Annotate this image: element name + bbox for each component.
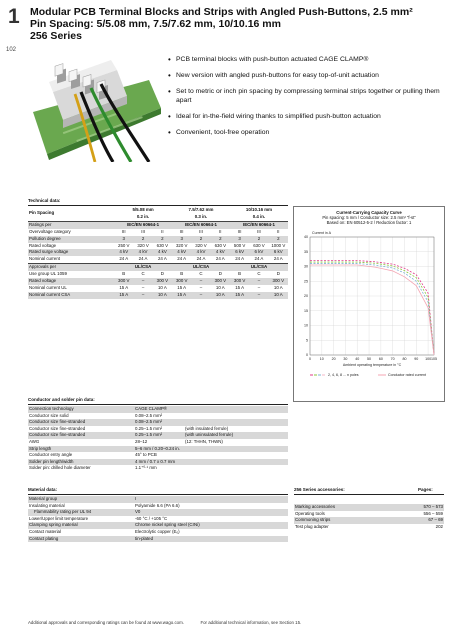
cell-value: 24 A	[196, 256, 206, 262]
table-row	[28, 256, 288, 263]
cell-value: 24 A	[119, 256, 129, 262]
table-row	[28, 503, 288, 510]
row-label: Clamping spring material	[29, 522, 78, 528]
series-line	[310, 261, 434, 355]
cell-value: 1000 V	[271, 242, 286, 248]
y-tick-label: 0	[306, 353, 308, 358]
row-value: 4 mm / 0.7 x 0.7 mm	[135, 458, 176, 464]
row-value: 0.25–1.5 mm²	[135, 432, 163, 438]
cell-value: –	[199, 291, 203, 297]
row-value: 0.08–2.5 mm²	[135, 412, 163, 418]
divider	[28, 205, 288, 206]
cell-value: 630 V	[214, 242, 227, 248]
x-tick-label: 90	[414, 357, 419, 361]
divider	[28, 404, 288, 405]
pages-heading: Pages:	[418, 487, 433, 492]
cell-value: 24 A	[273, 256, 283, 262]
cell-value: –	[141, 278, 145, 284]
table-row	[28, 446, 288, 453]
cell-value: –	[257, 278, 261, 284]
cell-value: 6 kV	[235, 249, 245, 255]
cell-value: 3	[180, 235, 183, 241]
y-tick-label: 10	[304, 323, 308, 328]
cell-value: II	[161, 228, 164, 234]
cell-value: 2	[161, 235, 164, 241]
cell-value: 10 A	[273, 284, 283, 290]
feature-list	[168, 56, 446, 146]
table-row	[28, 426, 288, 433]
row-label: Pollution degree	[29, 235, 61, 241]
row-label: Conductor size fine-stranded	[29, 419, 86, 425]
row-label: Nominal current CSA	[29, 291, 71, 297]
accessory-label: Test plug adapter	[295, 523, 329, 529]
cell-value: D	[218, 271, 222, 277]
bullet-icon: •	[168, 128, 171, 138]
current-capacity-chart	[293, 206, 445, 402]
accessory-label: Commoning strips	[295, 517, 331, 522]
x-tick-label: 40	[355, 357, 360, 361]
row-note	[184, 419, 288, 426]
accessory-pages: 556 – 559	[423, 510, 443, 516]
cell-value: III	[237, 228, 242, 234]
cell-value: 300 V	[175, 278, 188, 284]
row-note: (with insulated ferrule)	[185, 425, 229, 431]
cell-value: B	[180, 271, 184, 277]
row-value: 5–6 mm / 0.20–0.24 in.	[135, 445, 180, 451]
product-photo	[31, 52, 161, 162]
cell-value: 24 A	[254, 256, 264, 262]
y-tick-label: 15	[304, 308, 308, 313]
table-row	[28, 292, 288, 299]
row-value: CAGE CLAMP®	[135, 406, 168, 411]
pin-spacing-inch: 0.3 in.	[194, 213, 208, 219]
cell-value: 24 A	[138, 256, 148, 262]
table-row	[28, 406, 288, 413]
y-tick-label: 20	[304, 294, 308, 299]
row-label: Approvals per	[29, 264, 57, 270]
table-row	[28, 496, 288, 503]
row-label: Conductor size fine-stranded	[29, 425, 86, 431]
table-row	[28, 432, 288, 439]
cell-value: 2	[141, 235, 145, 241]
feature-item: • Set to metric or inch pin spacing by compressing terminal strips together or pulling them apart	[168, 87, 440, 104]
cell-value: 15 A	[177, 291, 187, 297]
table-row	[28, 413, 288, 420]
table-row	[28, 439, 288, 446]
row-label: Connection technology	[29, 406, 74, 411]
x-tick-label: 10	[319, 357, 324, 361]
material-data-table	[28, 496, 288, 542]
cell-value: 500 V	[233, 242, 246, 248]
table-row	[28, 207, 288, 214]
cell-value: UL/CSA	[192, 264, 210, 270]
table-row	[28, 465, 288, 472]
table-row	[28, 509, 288, 516]
row-label: Rated voltage	[29, 242, 57, 248]
accessory-label: Operating tools	[295, 510, 325, 516]
x-tick-label: 100	[425, 357, 432, 361]
cell-value: III	[179, 228, 184, 234]
y-tick-label: 40	[304, 235, 308, 240]
table-row	[28, 285, 288, 292]
row-value: Polyamide 6.6 (PA 6.6)	[135, 502, 180, 508]
cell-value: 24 A	[177, 256, 187, 262]
y-tick-label: 35	[304, 249, 308, 254]
cell-value: III	[199, 228, 203, 234]
cell-value: D	[276, 271, 280, 277]
table-row	[28, 459, 288, 466]
row-value: 28–12	[135, 438, 148, 444]
cell-value: 2	[199, 235, 203, 241]
cell-value: 2	[219, 235, 222, 241]
bullet-icon: •	[168, 87, 171, 97]
cell-value: 15 A	[119, 284, 129, 290]
page-number: 102	[6, 47, 17, 53]
row-label: Flammability rating per UL 94	[34, 509, 92, 515]
cell-value: 24 A	[235, 256, 245, 262]
row-note	[184, 413, 288, 420]
row-label: Contact material	[29, 528, 61, 534]
table-row	[294, 524, 444, 531]
feature-item: • PCB terminal blocks with push-button actuated CAGE CLAMP®	[168, 55, 369, 64]
accessory-pages: 570 – 573	[423, 504, 443, 509]
cell-value: 4 kV	[157, 249, 167, 255]
cell-value: 320 V	[195, 242, 207, 248]
row-label: Nominal current UL	[29, 284, 67, 290]
chart-subtitle: Pin spacing: 5 mm / Conductor size: 2.5 mm² “f-st”	[322, 215, 416, 221]
row-value: 0.08–2.5 mm²	[135, 419, 163, 425]
technical-data-heading: Technical data:	[28, 198, 61, 203]
cell-value: IEC/EN 60664-1	[242, 221, 275, 227]
cell-value: 320 V	[137, 242, 149, 248]
cell-value: 10 A	[215, 291, 225, 297]
cell-value: C	[257, 271, 261, 277]
cell-value: UL/CSA	[250, 264, 268, 270]
material-data-heading: Material data:	[28, 487, 58, 492]
cell-value: IEC/EN 60664-1	[185, 221, 217, 227]
table-row	[28, 229, 288, 236]
cell-value: B	[122, 271, 126, 277]
feature-item: • Ideal for in-the-field wiring thanks to simplified push-button actuation	[168, 112, 381, 122]
title-line-2: Pin Spacing: 5/5.08 mm, 7.5/7.62 mm, 10/10.16 mm	[30, 18, 281, 30]
cell-value: III	[121, 228, 126, 234]
row-note	[184, 465, 288, 472]
bullet-icon: •	[168, 55, 171, 64]
row-label: Conductor size solid	[29, 412, 69, 418]
title-line-1: Modular PCB Terminal Blocks and Strips with Angled Push-Buttons, 2.5 mm²	[30, 6, 413, 18]
row-value: tin-plated	[135, 535, 154, 541]
cell-value: –	[257, 291, 261, 297]
cell-value: UL/CSA	[134, 264, 152, 270]
row-note: (with uninsulated ferrule)	[185, 432, 234, 438]
bullet-icon: •	[168, 112, 171, 122]
cell-value: 250 V	[118, 242, 130, 248]
cell-value: 300 V	[272, 278, 285, 284]
series-line	[310, 265, 434, 355]
legend-label: 2, 4, 6, 8 ... n poles	[328, 373, 359, 378]
legend-label: Conductor rated current	[388, 373, 426, 378]
footer-approvals-note: Additional approvals and corresponding ratings can be found at www.wago.com.	[28, 620, 184, 625]
row-note	[184, 446, 288, 453]
x-tick-label: 60	[378, 357, 383, 361]
cell-value: 2	[277, 235, 280, 241]
pin-spacing-value: 7.5/7.62 mm	[188, 207, 214, 212]
technical-data-table	[28, 207, 288, 299]
row-label: Strip length	[29, 445, 52, 451]
accessory-pages: 202	[435, 523, 443, 529]
row-label: Ratings per	[29, 221, 52, 227]
cell-value: 300 V	[118, 278, 130, 284]
cell-value: C	[199, 271, 203, 277]
cell-value: 630 V	[253, 242, 265, 248]
accessory-label: Marking accessories	[295, 504, 336, 509]
row-label: Overvoltage category	[29, 228, 71, 234]
row-label: Solder pin length/width	[29, 458, 74, 464]
table-row	[28, 522, 288, 529]
feature-item: • New version with angled push-buttons for easy top-of-unit actuation	[168, 71, 379, 81]
row-label: Contact plating	[29, 535, 59, 541]
table-row	[28, 452, 288, 459]
table-row	[28, 236, 288, 243]
cell-value: 4 kV	[119, 249, 129, 255]
chapter-number: 1	[8, 5, 20, 28]
row-label: Conductor entry angle	[29, 452, 73, 458]
chart-title: Current-Carrying Capacity Curve	[336, 210, 402, 215]
row-value: -60 °C / +105 °C	[135, 515, 168, 521]
cell-value: 6 kV	[273, 249, 283, 255]
row-label: Lower/Upper limit temperature	[29, 515, 89, 521]
pin-spacing-label: Pin Spacing	[29, 210, 55, 216]
cell-value: 15 A	[177, 284, 187, 290]
cell-value: –	[199, 284, 203, 290]
row-note	[184, 406, 288, 413]
x-tick-label: 20	[331, 357, 336, 361]
divider	[28, 494, 288, 495]
table-row	[28, 516, 288, 523]
cell-value: 4 kV	[177, 249, 187, 255]
x-tick-label: 30	[343, 357, 348, 361]
cell-value: 4 kV	[215, 249, 225, 255]
y-tick-label: 5	[306, 338, 308, 343]
x-tick-label: 0	[309, 357, 311, 361]
row-label: Use group UL 1059	[29, 271, 67, 277]
accessory-pages: 67 – 69	[428, 517, 443, 522]
cell-value: –	[141, 284, 145, 290]
cell-value: 15 A	[235, 284, 245, 290]
cell-value: 3	[122, 235, 125, 241]
cell-value: 10 A	[157, 291, 167, 297]
row-value: 45° to PCB	[135, 452, 157, 458]
cell-value: 6 kV	[254, 249, 264, 255]
cell-value: 10 A	[273, 291, 283, 297]
row-label: Material group	[29, 496, 58, 501]
footer-section-note: For additional technical information, see Section 15.	[200, 620, 302, 625]
cell-value: 4 kV	[138, 249, 148, 255]
row-label: Conductor size fine-stranded	[29, 432, 86, 438]
x-tick-label: 80	[402, 357, 407, 361]
row-note	[184, 459, 288, 466]
cell-value: 320 V	[175, 242, 188, 248]
cell-value: D	[160, 271, 164, 277]
cell-value: 2	[257, 235, 261, 241]
cell-value: C	[141, 271, 145, 277]
pin-spacing-inch: 0.2 in.	[136, 213, 150, 219]
cell-value: 630 V	[156, 242, 169, 248]
row-label: Insulating material	[29, 502, 65, 508]
cell-value: 24 A	[215, 256, 225, 262]
cell-value: 10 A	[215, 284, 225, 290]
cell-value: B	[238, 271, 242, 277]
cell-value: –	[257, 284, 261, 290]
table-row	[28, 221, 288, 228]
bullet-icon: •	[168, 71, 171, 81]
y-tick-label: 25	[304, 279, 308, 284]
table-row	[28, 264, 288, 271]
row-value: Electrolytic copper (Eₒ)	[135, 528, 180, 534]
accessories-heading: 256 Series accessories:	[294, 487, 345, 492]
table-row	[28, 419, 288, 426]
series-line	[310, 264, 434, 355]
series-line	[310, 262, 434, 355]
pin-spacing-value: 10/10.16 mm	[245, 207, 273, 212]
table-row	[28, 243, 288, 250]
row-label: AWG	[29, 438, 40, 444]
pin-spacing-value: 5/5.08 mm	[132, 207, 154, 212]
chart-subtitle-2: Based on: EN 60512-5-2 / Reduction factor: 1	[326, 220, 412, 226]
row-value: I	[135, 496, 137, 501]
chart-plot	[294, 227, 444, 399]
row-note: (12: THHN, THWN)	[185, 438, 223, 444]
table-row	[28, 278, 288, 285]
cell-value: II	[277, 228, 280, 234]
cell-value: 3	[238, 235, 241, 241]
table-row	[28, 536, 288, 543]
row-value: V0	[135, 509, 141, 515]
page-title	[30, 6, 445, 42]
row-label: Rated surge voltage	[29, 249, 69, 255]
cell-value: 300 V	[233, 278, 246, 284]
cell-value: 10 A	[157, 284, 167, 290]
row-label: Nominal current	[29, 256, 60, 262]
feature-item: • Convenient, tool-free operation	[168, 128, 270, 138]
table-row	[28, 249, 288, 256]
cell-value: II	[219, 228, 222, 234]
y-tick-label: 30	[304, 264, 308, 269]
x-axis-label: Ambient operating temperature in °C	[342, 363, 402, 367]
cell-value: –	[141, 291, 145, 297]
row-note	[184, 452, 288, 459]
x-tick-label: 50	[367, 357, 372, 361]
cell-value: 15 A	[119, 291, 129, 297]
row-label: Rated voltage	[29, 278, 57, 284]
conductor-data-heading: Conductor and solder pin data:	[28, 397, 95, 402]
row-value: 0.25–1.5 mm²	[135, 425, 163, 431]
row-value: 1.1⁺⁰·¹ mm	[135, 465, 157, 471]
y-axis-label: Current in A	[312, 231, 331, 235]
cell-value: 300 V	[156, 278, 169, 284]
pin-spacing-inch: 0.4 in.	[252, 213, 266, 219]
footer-note	[28, 620, 301, 625]
cell-value: III	[257, 228, 261, 234]
row-value: Chrome nickel spring steel (CrNi)	[135, 522, 200, 528]
x-tick-label: 70	[390, 357, 395, 361]
cell-value: IEC/EN 60664-1	[127, 221, 160, 227]
cell-value: 4 kV	[196, 249, 206, 255]
cell-value: III	[141, 228, 145, 234]
accessories-table	[294, 504, 444, 530]
cell-value: 15 A	[235, 291, 245, 297]
title-line-3: 256 Series	[30, 30, 82, 42]
table-row	[28, 271, 288, 278]
cell-value: 300 V	[214, 278, 227, 284]
divider	[294, 494, 444, 495]
x-tick-label: 105	[431, 357, 437, 361]
conductor-data-table	[28, 406, 288, 472]
row-label: Solder pin: drilled hole diameter	[29, 465, 91, 471]
cell-value: –	[199, 278, 203, 284]
cell-value: 24 A	[157, 256, 167, 262]
table-row	[28, 529, 288, 536]
